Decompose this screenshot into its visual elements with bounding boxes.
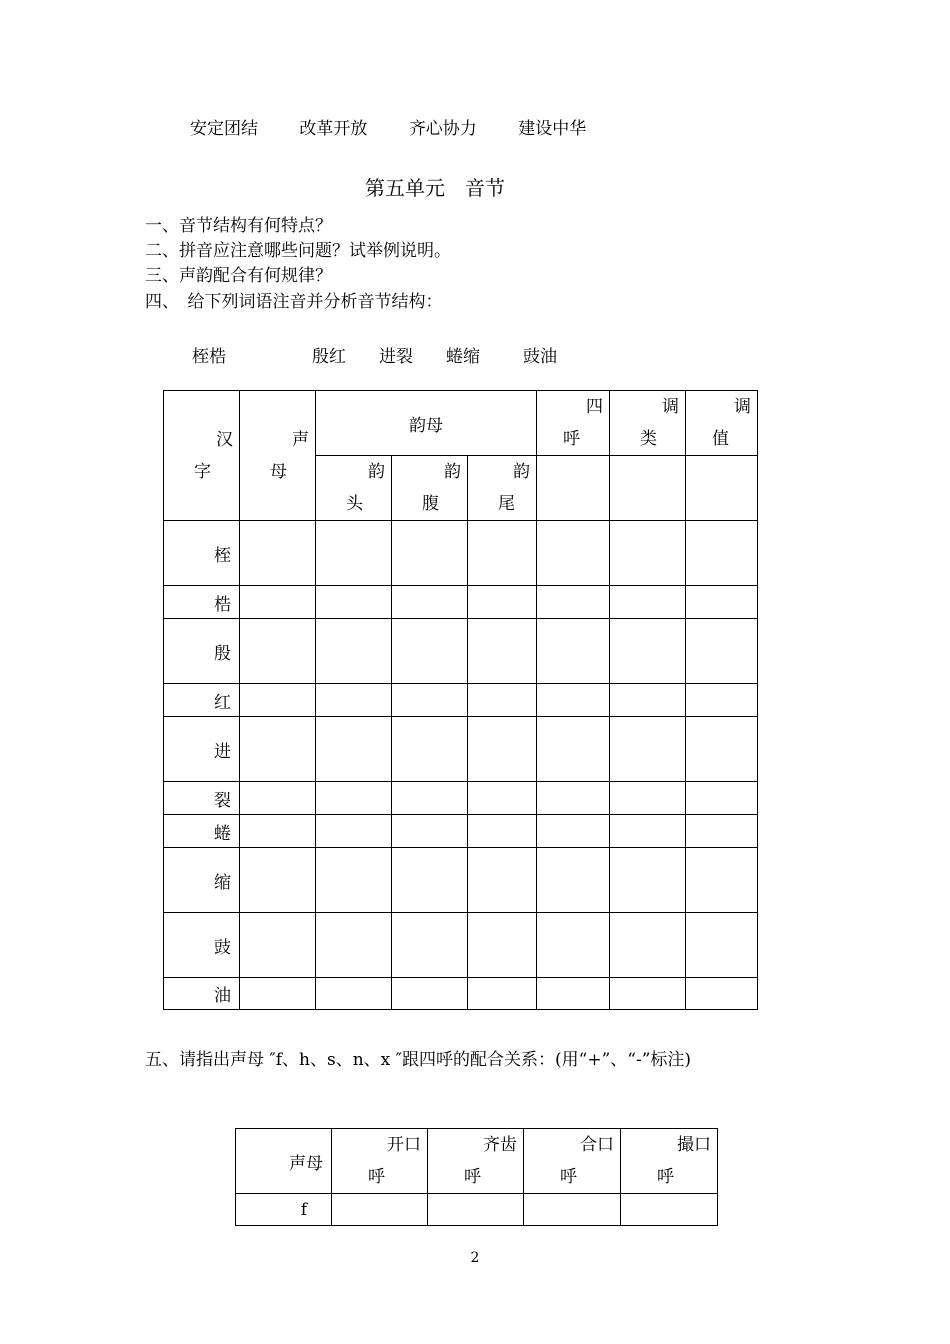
table-row (164, 619, 758, 684)
row-initial: f (236, 1194, 332, 1226)
word: 殷红 (312, 347, 346, 367)
blank-cell[interactable] (332, 1194, 428, 1226)
table-row (236, 1194, 718, 1226)
blank-cell[interactable] (610, 456, 686, 521)
blank-cell[interactable] (316, 913, 392, 978)
header-diaolei: 调 类 (610, 391, 686, 456)
word: 进裂 (379, 347, 413, 367)
blank-cell[interactable] (686, 978, 758, 1010)
blank-cell[interactable] (537, 848, 610, 913)
table-row (164, 717, 758, 782)
row-char: 殷 (164, 619, 240, 684)
blank-cell[interactable] (686, 619, 758, 684)
blank-cell[interactable] (468, 815, 537, 848)
blank-cell[interactable] (610, 913, 686, 978)
blank-cell[interactable] (240, 978, 316, 1010)
table-row (164, 978, 758, 1010)
slogan: 齐心协力 (408, 119, 477, 139)
blank-cell[interactable] (240, 684, 316, 717)
blank-cell[interactable] (686, 815, 758, 848)
blank-cell[interactable] (468, 586, 537, 619)
blank-cell[interactable] (468, 717, 537, 782)
blank-cell[interactable] (240, 913, 316, 978)
header-cuokou: 撮口 呼 (621, 1129, 718, 1194)
blank-cell[interactable] (537, 913, 610, 978)
row-char: 桎 (164, 521, 240, 586)
blank-cell[interactable] (392, 978, 468, 1010)
word: 蜷缩 (446, 347, 480, 367)
row-char: 蜷 (164, 815, 240, 848)
blank-cell[interactable] (316, 782, 392, 815)
blank-cell[interactable] (316, 521, 392, 586)
subheader-yuntou: 韵 头 (316, 456, 392, 521)
blank-cell[interactable] (240, 521, 316, 586)
blank-cell[interactable] (610, 782, 686, 815)
blank-cell[interactable] (468, 848, 537, 913)
blank-cell[interactable] (537, 586, 610, 619)
header-hekou: 合口 呼 (524, 1129, 621, 1194)
table-row (164, 913, 758, 978)
blank-cell[interactable] (316, 978, 392, 1010)
blank-cell[interactable] (686, 456, 758, 521)
blank-cell[interactable] (537, 619, 610, 684)
blank-cell[interactable] (392, 848, 468, 913)
blank-cell[interactable] (537, 717, 610, 782)
blank-cell[interactable] (537, 521, 610, 586)
blank-cell[interactable] (240, 619, 316, 684)
header-kaikou: 开口 呼 (332, 1129, 428, 1194)
blank-cell[interactable] (392, 684, 468, 717)
row-char: 梏 (164, 586, 240, 619)
blank-cell[interactable] (686, 586, 758, 619)
initial-sihu-table (235, 1128, 718, 1226)
row-char: 豉 (164, 913, 240, 978)
page-number: 2 (470, 1250, 480, 1266)
blank-cell[interactable] (537, 815, 610, 848)
row-char: 裂 (164, 782, 240, 815)
question-3: 三、声韵配合有何规律？ (145, 266, 332, 286)
blank-cell[interactable] (240, 717, 316, 782)
blank-cell[interactable] (610, 684, 686, 717)
blank-cell[interactable] (686, 717, 758, 782)
blank-cell[interactable] (610, 521, 686, 586)
blank-cell[interactable] (524, 1194, 621, 1226)
blank-cell[interactable] (537, 978, 610, 1010)
blank-cell[interactable] (610, 619, 686, 684)
question-5: 五、请指出声母 ″f、h、s、n、x ″跟四呼的配合关系：(用“+”、“-”标注) (145, 1050, 692, 1070)
blank-cell[interactable] (468, 978, 537, 1010)
subheader-yunfu: 韵 腹 (392, 456, 468, 521)
syllable-analysis-table (163, 390, 758, 1010)
blank-cell[interactable] (686, 848, 758, 913)
blank-cell[interactable] (428, 1194, 524, 1226)
blank-cell[interactable] (610, 978, 686, 1010)
row-char: 缩 (164, 848, 240, 913)
table-row (164, 815, 758, 848)
blank-cell[interactable] (392, 521, 468, 586)
question-4: 四、 给下列词语注音并分析音节结构： (145, 292, 443, 312)
header-sihu: 四 呼 (537, 391, 610, 456)
blank-cell[interactable] (392, 586, 468, 619)
word: 桎梏 (192, 347, 226, 367)
blank-cell[interactable] (468, 782, 537, 815)
blank-cell[interactable] (240, 782, 316, 815)
blank-cell[interactable] (621, 1194, 718, 1226)
blank-cell[interactable] (686, 782, 758, 815)
table-row (164, 521, 758, 586)
row-char: 进 (164, 717, 240, 782)
header-yunmu: 韵母 (316, 391, 537, 456)
slogan: 改革开放 (299, 119, 368, 139)
slogan-line (190, 114, 622, 139)
blank-cell[interactable] (316, 684, 392, 717)
table-row (164, 684, 758, 717)
blank-cell[interactable] (468, 684, 537, 717)
blank-cell[interactable] (468, 619, 537, 684)
blank-cell[interactable] (240, 848, 316, 913)
word: 豉油 (523, 347, 557, 367)
row-char: 红 (164, 684, 240, 717)
blank-cell[interactable] (392, 782, 468, 815)
blank-cell[interactable] (316, 586, 392, 619)
blank-cell[interactable] (686, 913, 758, 978)
header-diaozhi: 调 值 (686, 391, 758, 456)
blank-cell[interactable] (316, 619, 392, 684)
blank-cell[interactable] (392, 815, 468, 848)
header-shengmu: 声母 (236, 1129, 332, 1194)
blank-cell[interactable] (316, 848, 392, 913)
blank-cell[interactable] (468, 521, 537, 586)
blank-cell[interactable] (468, 913, 537, 978)
unit-title: 第五单元 音节 (365, 176, 505, 200)
header-hanzi: 汉 字 (164, 391, 240, 521)
blank-cell[interactable] (316, 717, 392, 782)
blank-cell[interactable] (537, 684, 610, 717)
slogan: 安定团结 (190, 119, 258, 139)
question-1: 一、音节结构有何特点？ (145, 216, 332, 236)
blank-cell[interactable] (610, 848, 686, 913)
blank-cell[interactable] (240, 586, 316, 619)
blank-cell[interactable] (392, 913, 468, 978)
table-row (164, 782, 758, 815)
header-shengmu: 声 母 (240, 391, 316, 521)
subheader-yunwei: 韵 尾 (468, 456, 537, 521)
blank-cell[interactable] (686, 521, 758, 586)
blank-cell[interactable] (610, 586, 686, 619)
blank-cell[interactable] (537, 456, 610, 521)
blank-cell[interactable] (686, 684, 758, 717)
blank-cell[interactable] (392, 619, 468, 684)
blank-cell[interactable] (537, 782, 610, 815)
table-row (164, 586, 758, 619)
blank-cell[interactable] (240, 815, 316, 848)
table-row (164, 848, 758, 913)
blank-cell[interactable] (392, 717, 468, 782)
slogan: 建设中华 (518, 119, 587, 139)
blank-cell[interactable] (316, 815, 392, 848)
row-char: 油 (164, 978, 240, 1010)
blank-cell[interactable] (610, 815, 686, 848)
question-2: 二、拼音应注意哪些问题？试举例说明。 (145, 241, 451, 261)
blank-cell[interactable] (610, 717, 686, 782)
header-qichi: 齐齿 呼 (428, 1129, 524, 1194)
